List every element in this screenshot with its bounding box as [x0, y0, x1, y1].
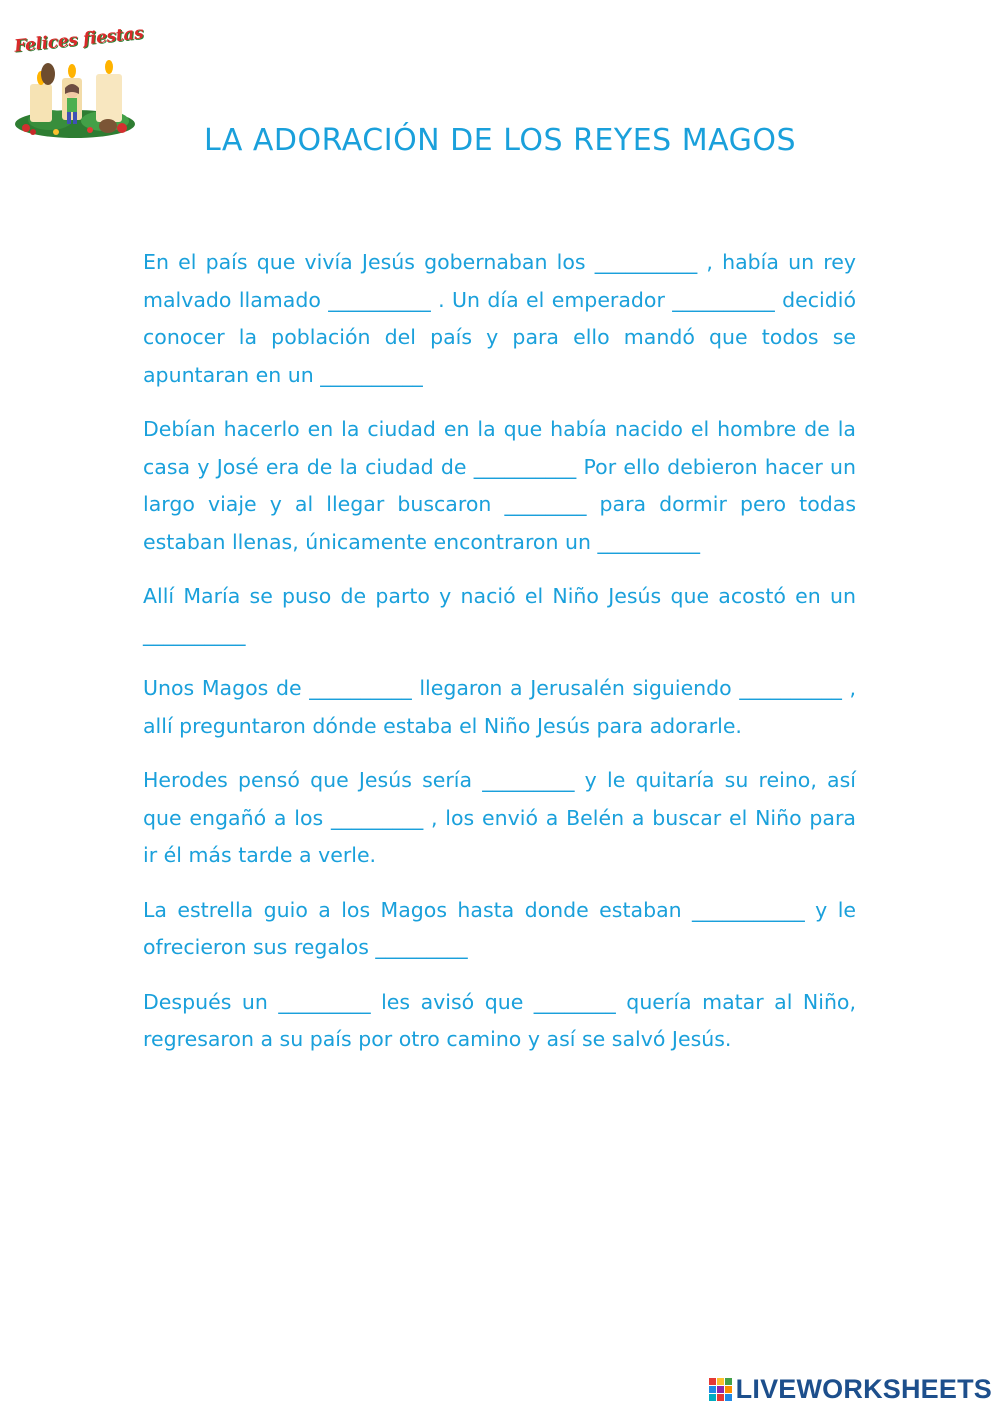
paragraph: Después un _________ les avisó que ________ quería matar al Niño, regresaron a su país por otro camino y así se salvó Jesús.	[143, 989, 856, 1051]
paragraph: Debían hacerlo en la ciudad en la que había nacido el hombre de la casa y José era de la ciudad de __________ Por ello debieron hacer un largo viaje y al llegar buscaron ________ para dormir pero todas estaban llenas, únicamente encontraron un __________	[143, 417, 856, 554]
paragraph: Herodes pensó que Jesús sería _________ y le quitaría su reino, así que engañó a los _________ , los envió a Belén a buscar el Niño para ir él más tarde a verle.	[143, 768, 856, 867]
paragraph: Unos Magos de __________ llegaron a Jerusalén siguiendo __________ , allí preguntaron dónde estaba el Niño Jesús para adorarle.	[143, 676, 856, 738]
worksheet-text	[143, 244, 856, 1076]
liveworksheets-logo-icon	[709, 1378, 733, 1402]
page-title: LA ADORACIÓN DE LOS REYES MAGOS	[203, 123, 797, 158]
liveworksheets-footer	[709, 1376, 992, 1403]
paragraph: La estrella guio a los Magos hasta donde estaban ___________ y le ofrecieron sus regalos _________	[143, 897, 856, 959]
logo-title: Felices fiestas	[13, 23, 145, 57]
paragraph: Allí María se puso de parto y nació el Niño Jesús que acostó en un __________	[143, 584, 856, 646]
paragraph: En el país que vivía Jesús gobernaban los __________ , había un rey malvado llamado __________ . Un día el emperador __________ decidió conocer la población del país y para ello mandó que todos se apuntaran en un __________	[143, 250, 856, 387]
brand-name: LIVEWORKSHEETS	[735, 1374, 992, 1404]
